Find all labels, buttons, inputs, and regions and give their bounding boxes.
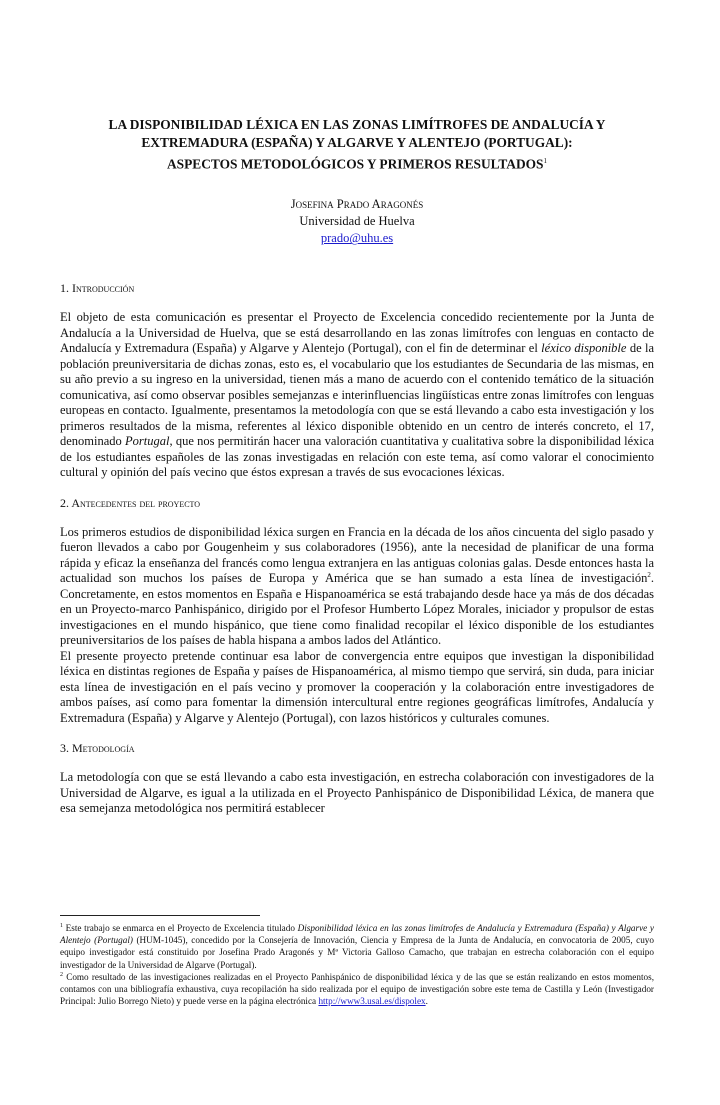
text-run: Como resultado de las investigaciones realizadas en el Proyecto Panhispánico de disponibilidad léxica y de las que se están realizando en estos momentos, contamos con una bibliografía exhaustiva, cuya recopilación ha sido realizada por el equipo de investigación sobre este tema de Castilla y León (Investigador Principal: Julio Borrego Nieto) y puede verse en la página electrónica	[60, 971, 654, 1007]
footnote-1-project-title: Disponibilidad léxica en las zonas limítrofes de Andalucía y Extremadura (España) y Algarve y Alentejo (Portugal)	[60, 923, 654, 946]
footnote-1	[60, 922, 654, 971]
text-run: (HUM-1045), concedido por la Consejería de Innovación, Ciencia y Empresa de la Junta de Andalucía, en convocatoria de 2005, cuyo equipo investigador está constituido por Josefina Prado Aragonés y Mª Victoria Galloso Camacho, que trabajan en estrecha colaboración con el equipo investigador de la Universidad de Algarve (Portugal).	[60, 935, 654, 970]
dispolex-link[interactable]: http://www3.usal.es/dispolex	[318, 996, 426, 1007]
text-run: .	[425, 996, 428, 1007]
text-run: . Concretamente, en estos momentos en España e Hispanoamérica se está trabajando desde hace ya más de dos décadas en un Proyecto-marco Panhispánico, dirigido por el Profesor Humberto López Morales, iniciador y propulsor de estas investigaciones en el mundo hispánico, que tiene como finalidad recopilar el léxico disponible de los estudiantes preuniversitarios de los países de habla hispana a ambos lados del Atlántico.	[60, 571, 654, 648]
text-run: Los primeros estudios de disponibilidad léxica surgen en Francia en la década de los años cincuenta del siglo pasado y fueron llevados a cabo por Gougenheim y sus colaboradores (1956), ante la necesidad de planificar de una forma rápida y eficaz la enseñanza del francés como lengua extranjera en las antiguas colonias galas. Desde entonces hasta la actualidad son muchos los países de Europa y América que se han sumado a esta línea de investigación	[60, 524, 654, 586]
section-heading-antecedentes: 2. Antecedentes del proyecto	[60, 495, 201, 510]
text-run: de la población preuniversitaria de dichas zonas, esto es, el vocabulario que los estudiantes de Secundaria de las mismas, en su año previo a su ingreso en la universidad, tienen más a mano de acuerdo con el contenido temático de la situación comunicativa, así como observar posibles semejanzas e interinfluencias lingüísticas entre zonas limítrofes con lenguas europeas en contacto. Igualmente, presentamos la metodología con que se está llevando a cabo esta investigación y los primeros resultados de la misma, referentes al léxico disponible obtenido en un centro de interés concreto, el 17, denominado	[60, 341, 655, 449]
emphasis-lexico-disponible: léxico disponible	[541, 341, 627, 356]
author-email-link[interactable]: prado@uhu.es	[320, 231, 394, 246]
title-line-2: EXTREMADURA (ESPAÑA) Y ALGARVE Y ALENTEJO (PORTUGAL):	[141, 135, 573, 150]
emphasis-portugal: Portugal	[125, 434, 170, 449]
footnote-2-number: 2	[60, 971, 63, 978]
antecedentes-paragraph-2: El presente proyecto pretende continuar esa labor de convergencia entre equipos que investigan la disponibilidad léxica en distintas regiones de España y países de Hispanoamérica, al mismo tiempo que servirá, sin duda, para iniciar esta línea de investigación en el país vecino y promover la cooperación y la colaboración entre investigadores de ambos países, así como para fomentar la dimensión intercultural entre regiones geográficas limítrofes, Andalucía y Extremadura (España) y Algarve y Alentejo (Portugal), con lazos históricos y culturales comunes.	[60, 648, 654, 725]
author-name: Josefina Prado Aragonés	[290, 197, 424, 212]
introduction-paragraph	[60, 310, 654, 481]
section-heading-metodologia: 3. Metodología	[60, 741, 135, 756]
text-run: El objeto de esta comunicación es presentar el Proyecto de Excelencia concedido recientemente por la Junta de Andalucía a la Universidad de Huelva, que se está desarrollando en las zonas limítrofes con lenguas en contacto de Andalucía y Extremadura (España) y Algarve y Alentejo (Portugal), con el fin de determinar el	[60, 310, 654, 356]
title-line-3: ASPECTOS METODOLÓGICOS Y PRIMEROS RESULTADOS	[166, 156, 544, 172]
page-body	[60, 116, 654, 817]
footnotes	[60, 922, 654, 1007]
footnote-ref-2[interactable]: 2	[647, 571, 651, 580]
author-affiliation: Universidad de Huelva	[299, 214, 415, 229]
author-block	[60, 196, 654, 247]
footnote-1-number: 1	[60, 922, 63, 929]
footnote-2	[60, 971, 654, 1008]
text-run: Este trabajo se enmarca en el Proyecto de Excelencia titulado	[63, 923, 298, 933]
section-heading-introduction: 1. Introducción	[60, 281, 135, 296]
metodologia-paragraph: La metodología con que se está llevando a cabo esta investigación, en estrecha colaboración con investigadores de la Universidad de Algarve, es igual a la utilizada en el Proyecto Panhispánico de Disponibilidad Léxica, de manera que esa semejanza metodológica nos permitirá establecer	[60, 770, 654, 816]
title-line-1: LA DISPONIBILIDAD LÉXICA EN LAS ZONAS LIMÍTROFES DE ANDALUCÍA Y	[108, 117, 606, 132]
antecedentes-paragraph-1	[60, 525, 654, 649]
text-run: , que nos permitirán hacer una valoración cuantitativa y cualitativa sobre la disponibilidad léxica de los estudiantes españoles de las zonas investigadas en relación con este tema, así como valorar el conocimiento cultural y opinión del país vecino que éstos expresan a través de sus evocaciones léxicas.	[60, 434, 654, 480]
footnote-separator	[60, 915, 260, 916]
paper-title	[60, 116, 654, 173]
title-footnote-marker: 1	[543, 157, 547, 165]
